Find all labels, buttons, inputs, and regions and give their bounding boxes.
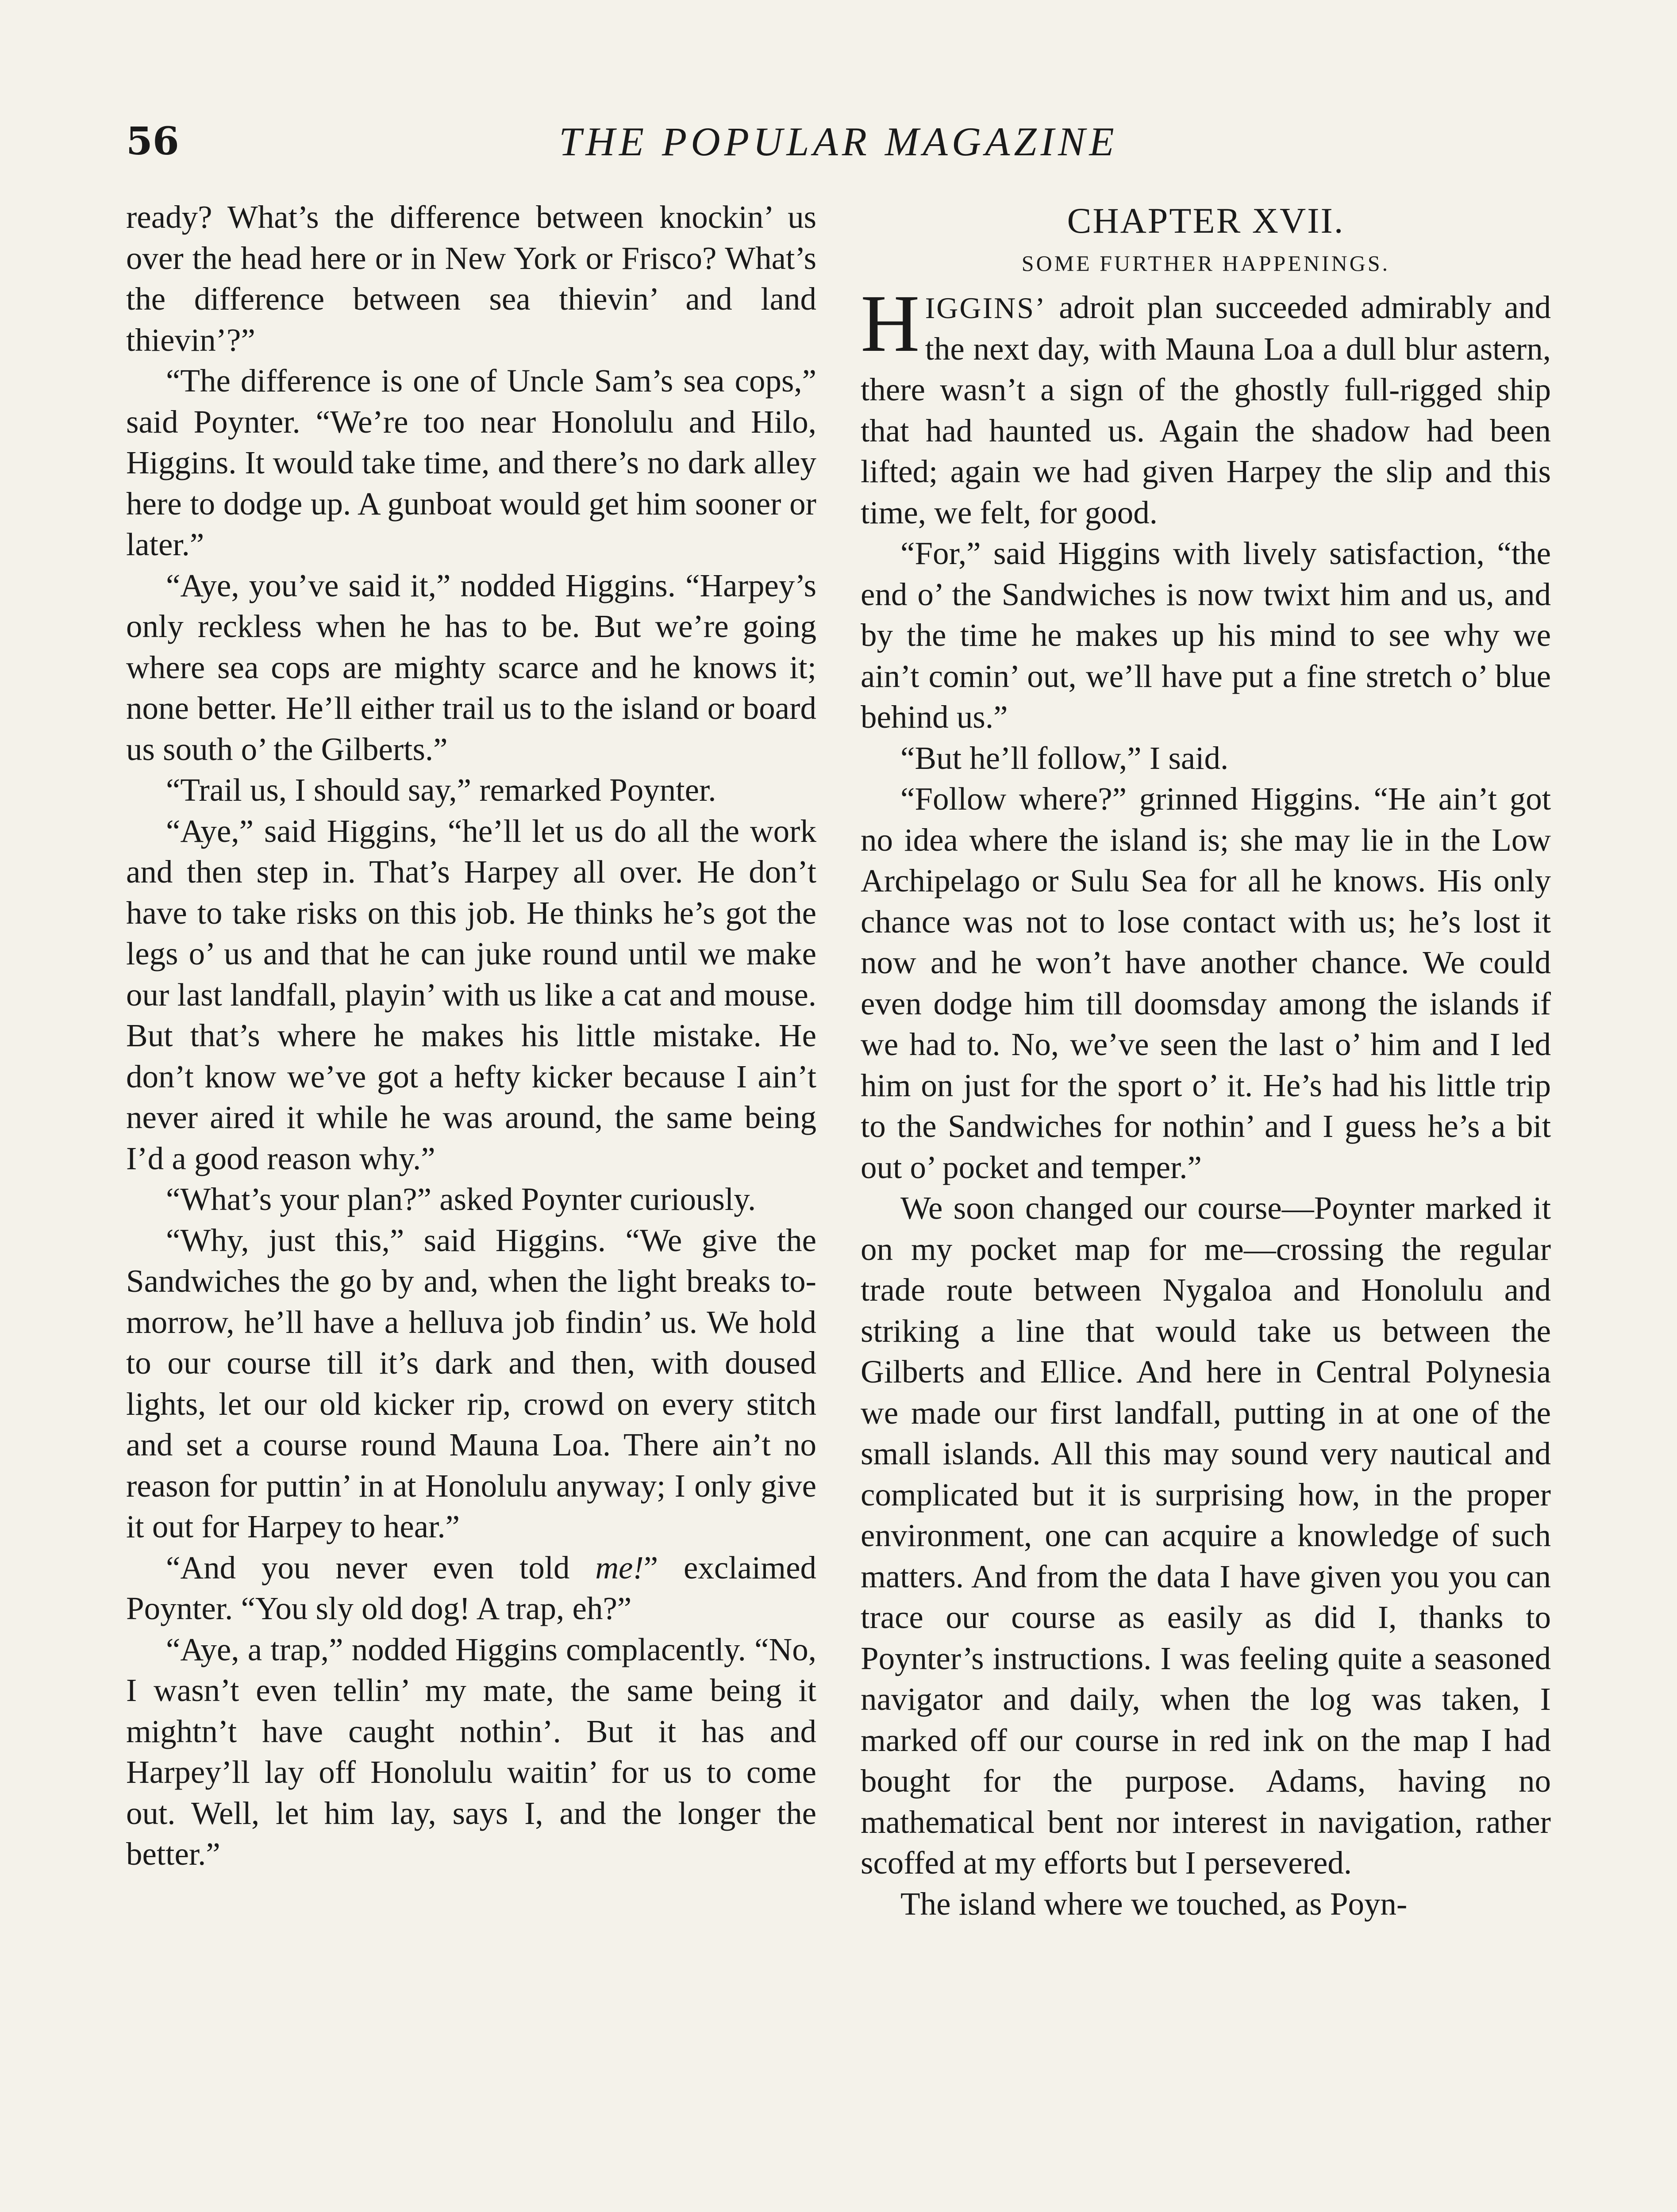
paragraph-text: “And you never even told <box>166 1549 596 1586</box>
left-column <box>126 197 816 1875</box>
right-column <box>861 197 1551 1924</box>
running-title: THE POPULAR MAGAZINE <box>559 119 1118 164</box>
paragraph: “Follow where?” grinned Higgins. “He ain’t got no idea where the island is; she may lie in the Low Archipelago or Sulu Sea for all he knows. His only chance was not to lose contact with us; he’s lost it now and he won’t have another chance. We could even dodge him till doomsday among the islands if we had to. No, we’ve seen the last o’ him and I led him on just for the sport o’ it. He’s had his little trip to the Sandwiches for nothin’ and I guess he’s a bit out o’ pocket and temper.” <box>861 781 1551 1185</box>
paragraph: “But he’ll follow,” I said. <box>900 740 1229 776</box>
paragraph: “The difference is one of Uncle Sam’s sea cops,” said Poynter. “We’re too near Honolulu and Hilo, Higgins. It would take time, and there’s no dark alley here to dodge up. A gunboat would get him sooner or later.” <box>126 363 816 562</box>
paragraph: “Why, just this,” said Higgins. “We give the Sandwiches the go by and, when the light breaks to-morrow, he’ll have a helluva job findin’ us. We hold to our course till it’s dark and then, with doused lights, let our old kicker rip, crowd on every stitch and set a course round Mauna Loa. There ain’t no reason for puttin’ in at Honolulu anyway; I only give it out for Harpey to hear.” <box>126 1222 816 1544</box>
paragraph <box>126 1548 816 1629</box>
chapter-heading: CHAPTER XVII. <box>1067 200 1345 241</box>
emphasis-text: me! <box>595 1549 644 1586</box>
paragraph-text: adroit plan succeeded admirably and the next day, with Mauna Loa a dull blur astern, there wasn’t a sign of the ghostly full-rigged ship that had haunted us. Again the shadow had been lifted; again we had given Harpey the slip and this time, we felt, for good. <box>861 289 1551 530</box>
paragraph: We soon changed our course—Poynter marked it on my pocket map for me—crossing the regular trade route between Nygaloa and Honolulu and striking a line that would take us between the Gilberts and Ellice. And here in Central Polynesia we made our first landfall, putting in at one of the small islands. All this may sound very nautical and complicated but it is surprising how, in the proper environment, one can acquire a knowledge of such matters. And from the data I have given you you can trace our course as easily as did I, thanks to Poynter’s instructions. I was feeling quite a seasoned navigator and daily, when the log was taken, I marked off our course in red ink on the map I had bought for the purpose. Adams, having no mathematical bent nor interest in navigation, rather scoffed at my efforts but I persevered. <box>861 1190 1551 1881</box>
chapter-subtitle: SOME FURTHER HAPPENINGS. <box>1021 251 1390 276</box>
paragraph-text: ” exclaimed Poynter. “You sly old dog! A trap, eh?” <box>126 1549 816 1626</box>
page-header <box>126 113 1551 179</box>
paragraph: “Aye, you’ve said it,” nodded Higgins. “Harpey’s only reckless when he has to be. But we’re going where sea cops are mighty scarce and he knows it; none better. He’ll either trail us to the island or board us south o’ the Gilberts.” <box>126 567 816 767</box>
paragraph: The island where we touched, as Poyn- <box>900 1886 1408 1922</box>
paragraph: ready? What’s the difference between knockin’ us over the head here or in New York or Frisco? What’s the difference between sea thievin’ and land thievin’?” <box>126 199 816 358</box>
paragraph: “Aye, a trap,” nodded Higgins complacently. “No, I wasn’t even tellin’ my mate, the same being it mightn’t have caught nothin’. But it has and Harpey’ll lay off Honolulu waitin’ for us to come out. Well, let him lay, says I, and the longer the better.” <box>126 1631 816 1872</box>
paragraph: “Aye,” said Higgins, “he’ll let us do all the work and then step in. That’s Harpey all over. He don’t have to take risks on this job. He thinks he’s got the legs o’ us and that he can juke round until we make our last landfall, playin’ with us like a cat and mouse. But that’s where he makes his little mistake. He don’t know we’ve got a hefty kicker because I ain’t never aired it while he was around, the same being I’d a good reason why.” <box>126 813 816 1176</box>
paragraph: “What’s your plan?” asked Poynter curiously. <box>166 1181 756 1217</box>
drop-cap: H <box>861 278 920 369</box>
page-number: 56 <box>126 119 179 164</box>
paragraph: “Trail us, I should say,” remarked Poynter. <box>166 772 716 808</box>
paragraph: “For,” said Higgins with lively satisfaction, “the end o’ the Sandwiches is now twixt him and us, and by the time he makes up his mind to see why we ain’t comin’ out, we’ll have put a fine stretch o’ blue behind us.” <box>861 535 1551 735</box>
opening-paragraph <box>861 278 1551 533</box>
opening-small-caps: IGGINS’ <box>925 291 1046 325</box>
